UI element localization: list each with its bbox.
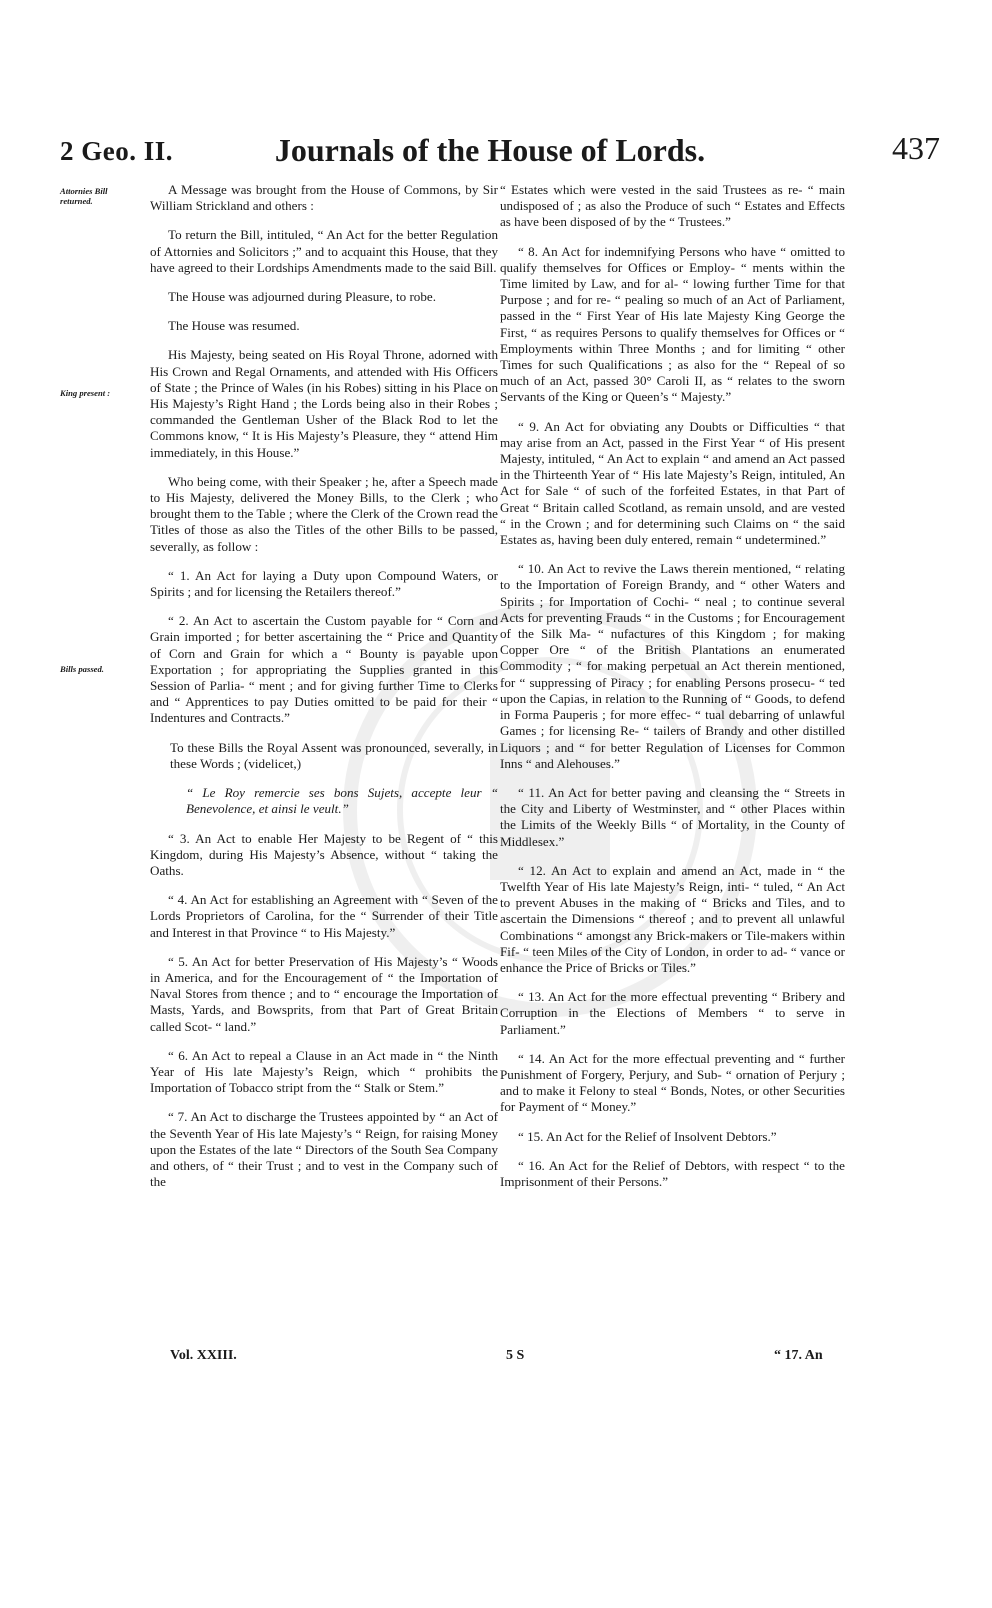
signature-mark: 5 S [506, 1348, 525, 1363]
royal-assent-formula: “ Le Roy remercie ses bons Sujets, accepte leur “ Benevolence, et ainsi le veult.” [186, 785, 498, 817]
margin-note-attornies: Attornies Bill returned. [60, 186, 108, 206]
paragraph: “ 16. An Act for the Relief of Debtors, with respect “ to the Imprisonment of their Persons.” [500, 1157, 845, 1189]
margin-note-king-present: King present : [60, 388, 111, 398]
paragraph: “ 14. An Act for the more effectual preventing and “ further Punishment of Forgery, Perjury, and Sub- “ ornation of Perjury ; and to make it Felony to steal “ Bonds, Notes, or other Securities for Payment of “ Money.” [500, 1050, 845, 1115]
paragraph: “ 15. An Act for the Relief of Insolvent Debtors.” [518, 1128, 777, 1144]
paragraph: “ 9. An Act for obviating any Doubts or Difficulties “ that may arise from an Act, passed in the First Year “ of His present Majesty, intituled, “ An Act to explain “ and amend an Act passed in the Thirteenth Year of “ His late Majesty’s Reign, intituled, An Act for Sale “ of such of the forfeited Estates, in that Part of Great “ Britain called Scotland, as remain unsold, and are vested “ in the Crown ; and for determining such Claims on “ the said Estates as, having been duly entered, remain “ undetermined.” [500, 418, 845, 548]
paragraph: His Majesty, being seated on His Royal Throne, adorned with His Crown and Regal Ornaments, and attended with His Officers of State ; the Prince of Wales (in his Robes) sitting in his Place on His Majesty’s Right Hand ; the Lords being also in their Robes ; commanded the Gentleman Usher of the Black Rod to let the Commons know, “ It is His Majesty’s Pleasure, they “ attend Him immediately, in this House.” [150, 347, 498, 460]
running-title: Journals of the House of Lords. [274, 132, 706, 168]
paragraph: “ 3. An Act to enable Her Majesty to be Regent of “ this Kingdom, during His Majesty’s Absence, without “ taking the Oaths. [150, 830, 498, 878]
right-column [500, 182, 845, 1203]
paragraph: “ 4. An Act for establishing an Agreement with “ Seven of the Lords Proprietors of Carolina, for the “ Surrender of their Title and Interest in that Province “ to His Majesty.” [150, 892, 498, 940]
paragraph: Who being come, with their Speaker ; he, after a Speech made to His Majesty, delivered the Money Bills, to the Clerk ; who brought them to the Table ; where the Clerk of the Crown read the Titles of those as also the Titles of the other Bills to be passed, severally, as follow : [150, 473, 498, 554]
paragraph: To these Bills the Royal Assent was pronounced, severally, in these Words ; (videlicet,) [170, 739, 498, 771]
paragraph: The House was adjourned during Pleasure, to robe. [168, 289, 436, 305]
paragraph: “ 7. An Act to discharge the Trustees appointed by “ an Act of the Seventh Year of His late Majesty’s “ Reign, for raising Money upon the Estates of the late “ Directors of the South Sea Company and others, of “ their Trust ; and to vest in the Company such of the [150, 1109, 498, 1190]
paragraph: “ 1. An Act for laying a Duty upon Compound Waters, or Spirits ; and for licensing the Retailers thereof.” [150, 567, 498, 600]
regnal-year: 2 Geo. II. [60, 136, 173, 166]
paragraph: “ 11. An Act for better paving and cleansing the “ Streets in the City and Liberty of Westminster, and “ other Places within the Limits of the Weekly Bills “ of Mortality, in the County of Middlesex.” [500, 784, 845, 849]
left-column [150, 182, 498, 1203]
page-header [60, 130, 940, 178]
paragraph: “ 6. An Act to repeal a Clause in an Act made in “ the Ninth Year of His late Majesty’s Reign, which “ prohibits the Importation of Tobacco stript from the “ Stalk or Stem.” [150, 1047, 498, 1096]
paragraph: To return the Bill, intituled, “ An Act for the better Regulation of Attornies and Solicitors ;” and to acquaint this House, that they have agreed to their Lordships Amendments made to the said Bill. [150, 227, 498, 275]
page-number: 437 [892, 130, 940, 166]
paragraph: “ 13. An Act for the more effectual preventing “ Bribery and Corruption in the Elections of Members “ to serve in Parliament.” [500, 989, 845, 1037]
paragraph: “ 5. An Act for better Preservation of His Majesty’s “ Woods in America, and for the Encouragement of “ the Importation of Naval Stores from thence ; and to “ encourage the Importation of Masts, Yards, and Bowsprits, from that Part of Great Britain called Scot- “ land.” [150, 953, 498, 1034]
volume-number: Vol. XXIII. [170, 1348, 237, 1363]
paragraph: A Message was brought from the House of Commons, by Sir William Strickland and others : [150, 182, 498, 214]
paragraph: “ 10. An Act to revive the Laws therein mentioned, “ relating to the Importation of Foreign Brandy, and “ other Waters and Spirits ; for Importation of Cochi- “ neal ; to continue several Acts for preventing Frauds “ in the Customs ; for Encouragement of the Silk Ma- “ nufactures of this Kingdom ; for making Copper Ore “ of the British Plantations an enumerated Commodity ; “ for making perpetual an Act therein mentioned, for “ suppressing of Piracy ; for enabling Persons prosecu- “ ted upon the Capias, in relation to the Running of “ Goods, to defend in Forma Pauperis ; for more effec- “ tual debarring of unlawful Games ; for licensing Re- “ tailers of Brandy and other distilled Liquors ; and “ for better Regulation of Licenses for Common Inns “ and Alehouses.” [500, 561, 845, 771]
paragraph: The House was resumed. [168, 318, 300, 334]
paragraph: “ Estates which were vested in the said Trustees as re- “ main undisposed of ; as also the Produce of such “ Estates and Effects as have been disposed of by the “ Trustees.” [500, 182, 845, 230]
catchword: “ 17. An [774, 1348, 823, 1363]
paragraph: “ 2. An Act to ascertain the Custom payable for “ Corn and Grain imported ; for better ascertaining the “ Price and Quantity of Corn and Grain for which a “ Bounty is payable upon Exportation ; for appropriating the Supplies granted in this Session of Parlia- “ ment ; and for giving further Time to Clerks and “ Apprentices to pay Duties omitted to be paid for their “ Indentures and Contracts.” [150, 613, 498, 726]
margin-note-bills-passed: Bills passed. [60, 664, 104, 674]
paragraph: “ 12. An Act to explain and amend an Act, made in “ the Twelfth Year of His late Majesty’s Reign, inti- “ tuled, “ An Act to prevent Abuses in the making of “ Bricks and Tiles, and to ascertain the Dimensions “ thereof ; and to prevent all unlawful Combinations “ amongst any Brick-makers or Tile-makers within Fif- “ teen Miles of the City of London, in order to ad- “ vance or enhance the Price of Bricks or Tiles.” [500, 862, 845, 975]
paragraph: “ 8. An Act for indemnifying Persons who have “ omitted to qualify themselves for Offices or Employ- “ ments within the Time limited by Law, and for al- “ lowing further Time for that Purpose ; and for re- “ pealing so much of an Act of Parliament, passed in the “ First Year of His late Majesty King George the First, “ as requires Persons to qualify themselves for Offices or “ Employments within Three Months ; and for limiting “ other Times for such Qualifications ; as also for the “ Repeal of so much of an Act, passed 30° Caroli II, as “ relates to the sworn Servants of the King or Queen’s “ Majesty.” [500, 243, 845, 405]
